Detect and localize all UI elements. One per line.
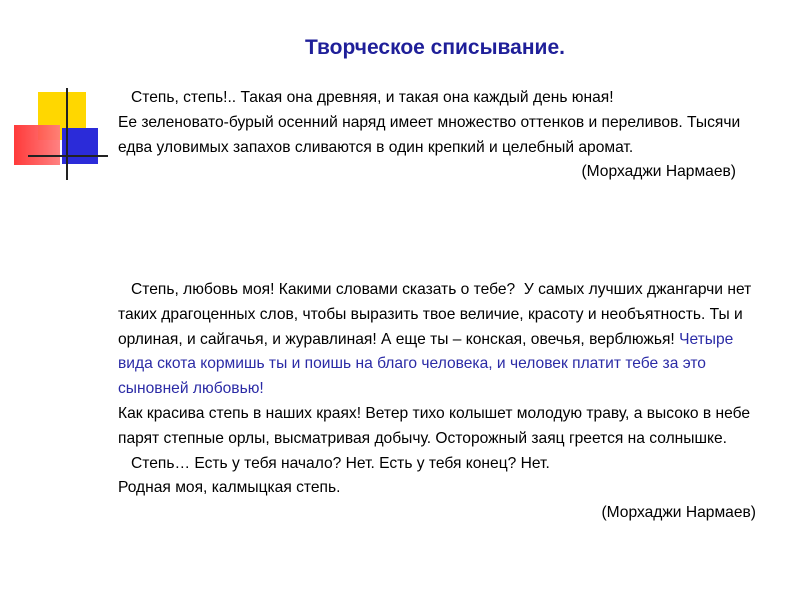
passage-1-text: Степь, степь!.. Такая она древняя, и такая она каждый день юная! Ее зеленовато-бурый осенний наряд имеет множество оттенков и переливов. Тысячи едва уловимых запахов сливаются в один крепкий и целебный аромат. [118,89,741,156]
page-title: Творческое списывание. [305,36,565,59]
passage-2-highlight: Четыре вида скота кормишь ты и поишь на благо человека, и человек платит тебе за это сыновней любовью! [118,330,734,398]
horizontal-line-shape [28,155,108,157]
vertical-line-shape [66,88,68,180]
passage-2-author: (Морхаджи Нармаев) [601,504,756,522]
passage-2-text-start: Степь, любовь моя! Какими словами сказать о тебе? У самых лучших джангарчи нет таких драгоценных слов, чтобы выразить твое величие, красоту и необъятность. Ты и орлиная, и сайгачья, и журавлиная! А еще ты – конская, овечья, верблюжья! [118,281,756,348]
passage-1-author: (Морхаджи Нармаев) [581,163,736,181]
passage-2-text-end: Как красива степь в наших краях! Ветер тихо колышет молодую траву, а высоко в небе парят степные орлы, высматривая добычу. Осторожный заяц греется на солнышке. Степь… Есть у тебя начало? Нет. Есть у тебя конец? Нет. Родная моя, калмыцкая степь. [118,404,751,497]
decorative-logo [0,0,110,190]
passage-1 [118,86,758,185]
passage-2 [118,278,758,526]
red-square-shape [14,125,60,165]
